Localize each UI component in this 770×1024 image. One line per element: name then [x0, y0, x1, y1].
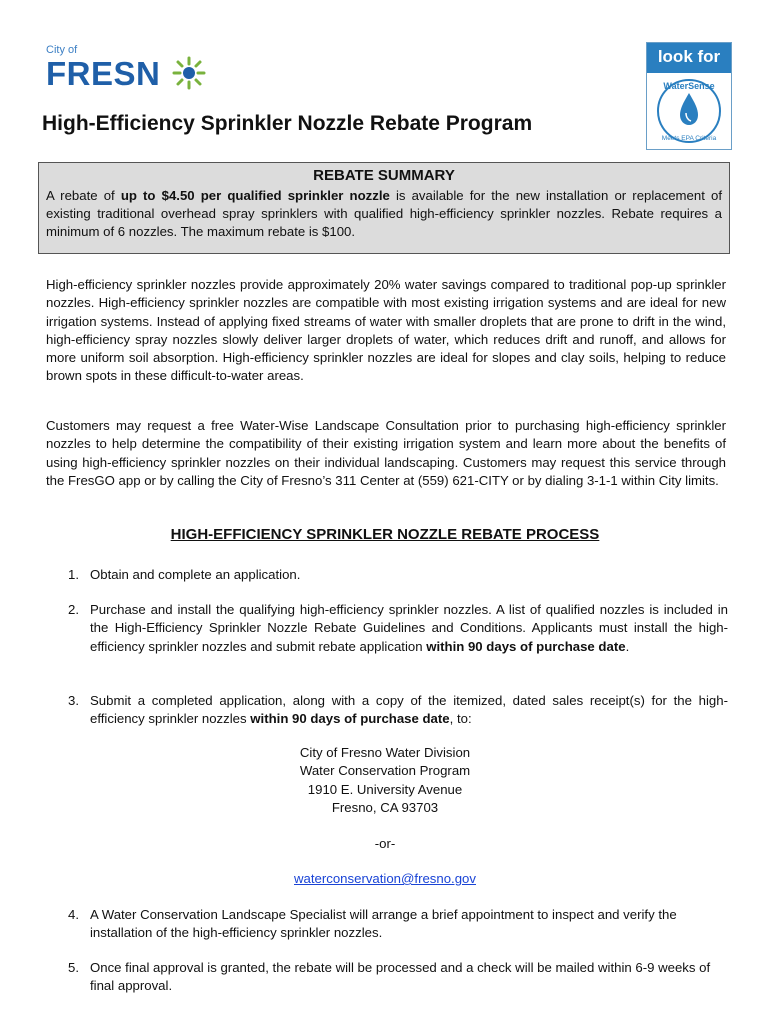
step-deadline: within 90 days of purchase date — [250, 711, 450, 727]
rebate-summary-heading: REBATE SUMMARY — [313, 167, 455, 184]
address-line-2: Water Conservation Program — [299, 763, 471, 779]
step-number: 5. — [68, 960, 79, 975]
address-line-1: City of Fresno Water Division — [299, 745, 471, 760]
rebate-summary-text — [46, 187, 722, 241]
paragraph-nozzle-benefits: High-efficiency sprinkler nozzles provide approximately 20% water savings compared to traditional pop-up sprinkler nozzles. High-efficiency sprinkler nozzles are compatible with most existing irrigation systems and are ideal for new irrigation systems. Instead of applying fixed streams of water with smaller droplets that are prone to drift in the wind, high-efficiency spray nozzles slowly deliver larger droplets of water, which reduces drift and runoff, and allows for more uniform soil absorption. High-efficiency sprinkler nozzles are ideal for slopes and clay soils, helping to reduce brown spots in these difficult-to-water areas. — [46, 277, 726, 384]
summary-text-end: is available for the new installation or replacement of existing traditional overhead spray sprinklers with qualified high-efficiency sprinkler nozzles. Rebate requires a minimum of 6 nozzles. The maximum rebate is $100. — [46, 188, 722, 239]
logo-city-of-text: City of — [46, 44, 78, 56]
email-link[interactable]: waterconservation@fresno.gov — [294, 871, 476, 886]
process-step-5 — [68, 959, 728, 996]
watersense-badge — [646, 42, 732, 150]
process-step-3 — [68, 692, 728, 729]
process-step-2 — [68, 601, 728, 656]
address-line-3: 1910 E. University Avenue — [307, 781, 463, 797]
email-link-wrapper — [0, 871, 770, 886]
sun-burst-icon — [172, 56, 206, 90]
step-text — [90, 601, 728, 656]
logo-fresno-text: FRESN — [46, 55, 161, 92]
mailing-address — [0, 744, 770, 817]
step-number: 4. — [68, 907, 79, 922]
process-step-1 — [68, 566, 728, 584]
rebate-summary-box — [38, 162, 730, 254]
city-of-fresno-logo — [46, 44, 206, 94]
page-title: High-Efficiency Sprinkler Nozzle Rebate Program — [42, 112, 533, 135]
summary-rebate-amount: up to $4.50 per qualified sprinkler nozzle — [120, 188, 390, 203]
or-separator: -or- — [374, 836, 396, 851]
step-text — [90, 692, 728, 729]
step-text-end: , to: — [449, 711, 472, 727]
step-text: A Water Conservation Landscape Specialist will arrange a brief appointment to inspect and verify the installation of the high-efficiency sprinkler nozzles. — [90, 907, 677, 941]
watersense-criteria-text: Meets EPA Criteria — [661, 135, 717, 142]
step-deadline: within 90 days of purchase date — [426, 638, 626, 654]
summary-text-start: A rebate of — [46, 188, 121, 203]
step-text-main: Submit a completed application, along with a copy of the itemized, dated sales receipt(s) for the high-efficiency sprinkler nozzles — [90, 693, 728, 727]
paragraph-consultation: Customers may request a free Water-Wise Landscape Consultation prior to purchasing high-efficiency sprinkler nozzles to help determine the compatibility of their existing irrigation system and learn more about the benefits of using high-efficiency sprinkler nozzles on their individual landscaping. Customers may request this service through the FresGO app or by calling the City of Fresno’s 311 Center at (559) 621-CITY or by dialing 3-1-1 within City limits. — [46, 418, 726, 488]
step-text-end: . — [625, 638, 630, 654]
step-text: Obtain and complete an application. — [90, 567, 301, 582]
process-step-4 — [68, 906, 728, 943]
watersense-brand-text: WaterSense — [663, 81, 715, 91]
rebate-process-heading: HIGH-EFFICIENCY SPRINKLER NOZZLE REBATE PROCESS — [170, 526, 600, 543]
step-text: Once final approval is granted, the rebate will be processed and a check will be mailed within 6-9 weeks of final approval. — [90, 960, 711, 994]
watersense-logo-icon — [647, 73, 731, 149]
address-line-4: Fresno, CA 93703 — [331, 799, 439, 815]
watersense-look-for-text: look for — [647, 43, 731, 73]
step-text-main: Purchase and install the qualifying high-efficiency sprinkler nozzles. A list of qualified nozzles is included in the High-Efficiency Sprinkler Nozzle Rebate Guidelines and Conditions. Applicants must install the high-efficiency sprinkler nozzles and submit rebate application — [90, 602, 728, 654]
step-number: 2. — [68, 602, 79, 617]
step-number: 1. — [68, 567, 79, 582]
step-number: 3. — [68, 693, 79, 708]
